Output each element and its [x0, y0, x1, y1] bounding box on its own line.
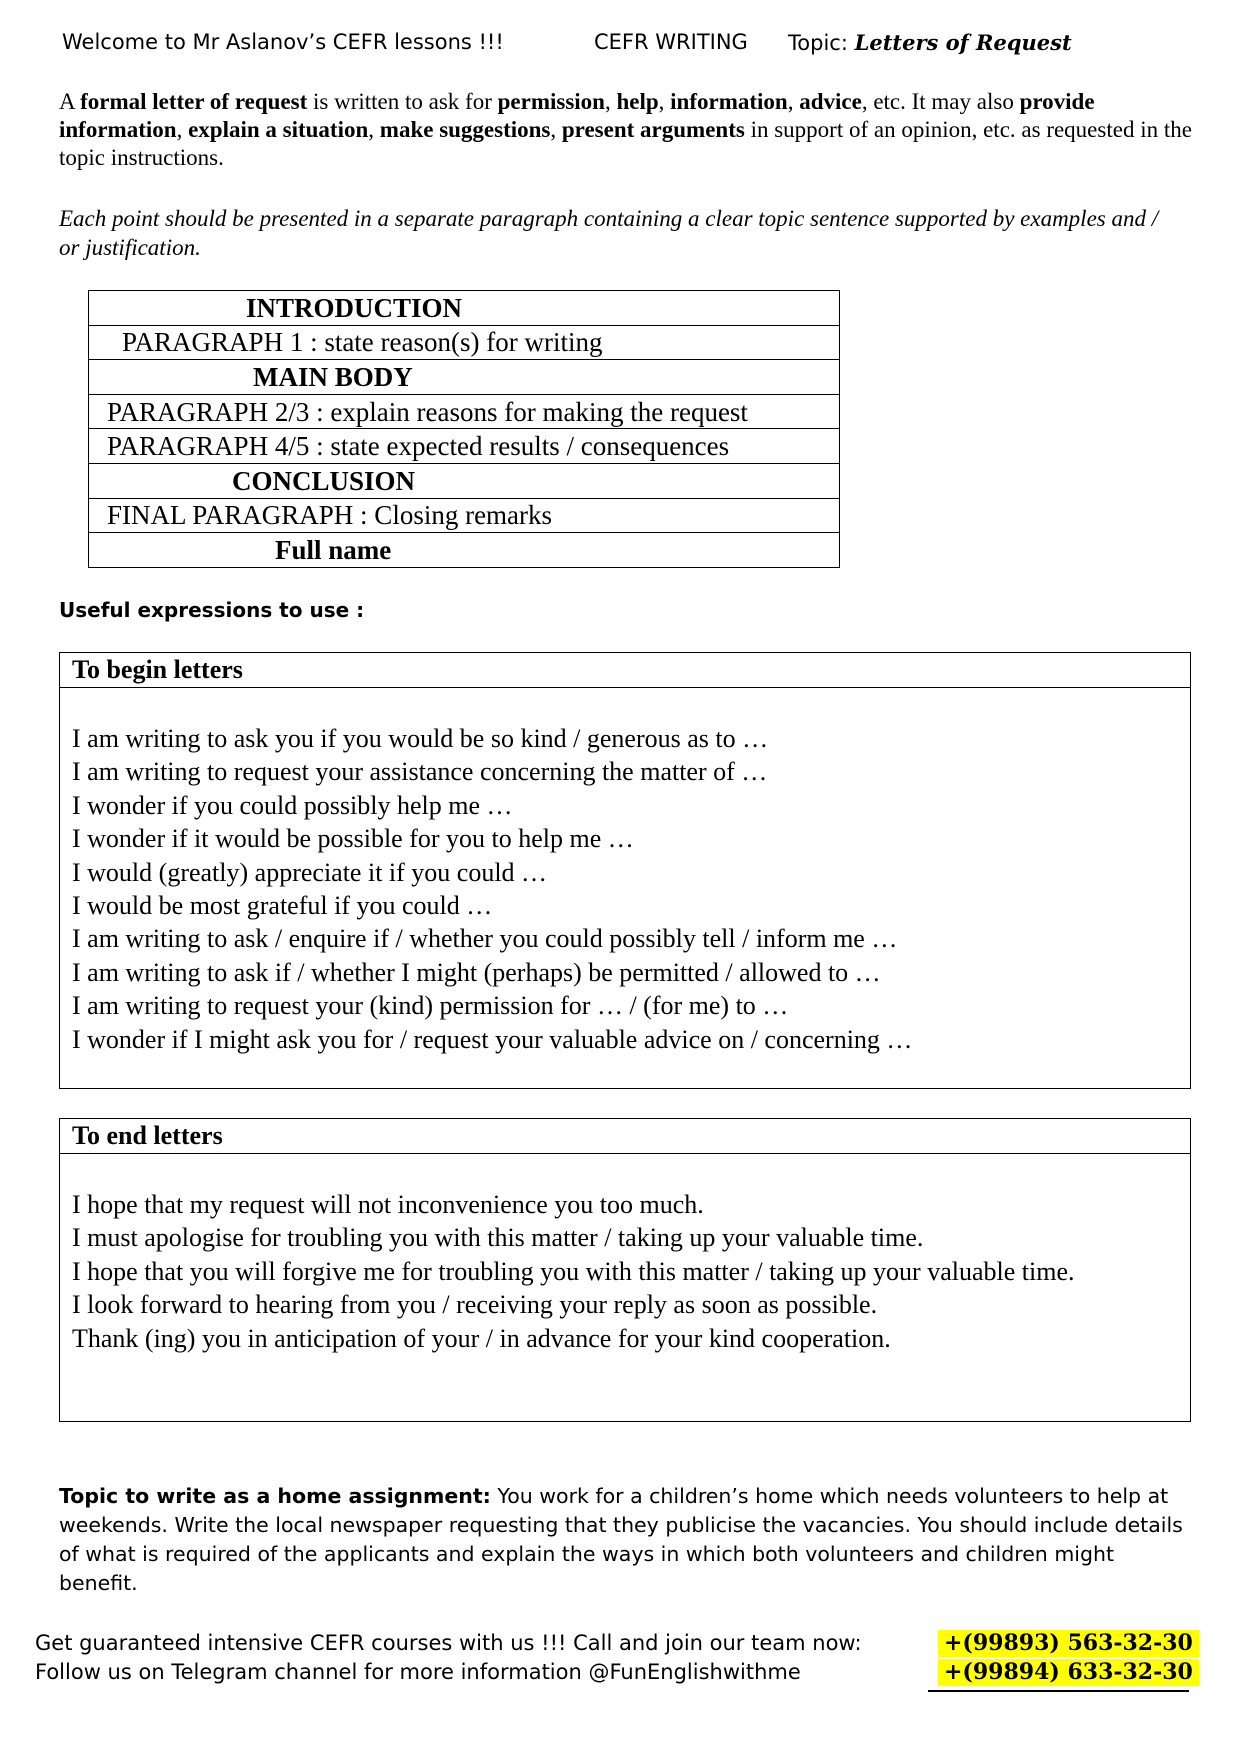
- list-item: I must apologise for troubling you with this matter / taking up your valuable time.: [72, 1223, 924, 1253]
- intro-bold: formal letter of request: [80, 89, 308, 114]
- cefr-writing-label: CEFR WRITING: [594, 30, 748, 54]
- end-letters-box: [59, 1118, 1191, 1422]
- paragraph-note: Each point should be presented in a separate paragraph containing a clear topic sentence supported by examples and / or justification.: [59, 206, 1159, 260]
- begin-letters-title: To begin letters: [60, 653, 1190, 688]
- intro-text: ,: [787, 89, 800, 114]
- list-item: I wonder if I might ask you for / request your valuable advice on / concerning …: [72, 1024, 913, 1054]
- intro-text: ,: [604, 89, 617, 114]
- intro-bold: advice: [799, 89, 862, 114]
- intro-bold: information: [670, 89, 788, 114]
- structure-row-final-paragraph: FINAL PARAGRAPH : Closing remarks: [89, 498, 840, 533]
- list-item: Thank (ing) you in anticipation of your / in advance for your kind cooperation.: [72, 1323, 891, 1353]
- footer-line-1: [35, 1629, 1193, 1658]
- footer-telegram-text: Follow us on Telegram channel for more information @FunEnglishwithme: [35, 1660, 801, 1684]
- list-item: I wonder if you could possibly help me …: [72, 790, 513, 820]
- phone-number-1: +(99893) 563-32-30: [938, 1630, 1199, 1657]
- list-item: I am writing to ask / enquire if / whether you could possibly tell / inform me …: [72, 924, 898, 954]
- intro-text: in support of an opinion, etc. as requested in the topic instructions.: [59, 117, 1192, 170]
- intro-bold: present arguments: [561, 117, 745, 142]
- page-header: [62, 30, 1182, 64]
- list-item: I am writing to request your (kind) permission for … / (for me) to …: [72, 991, 789, 1021]
- list-item: I hope that my request will not inconvenience you too much.: [72, 1190, 704, 1219]
- intro-text: ,: [176, 117, 189, 142]
- structure-row-paragraph-1: PARAGRAPH 1 : state reason(s) for writing: [89, 325, 840, 360]
- useful-expressions-heading: Useful expressions to use :: [59, 598, 365, 622]
- footer-courses-text: Get guaranteed intensive CEFR courses with us !!! Call and join our team now:: [35, 1631, 862, 1655]
- list-item: I look forward to hearing from you / receiving your reply as soon as possible.: [72, 1290, 878, 1320]
- intro-bold: permission: [497, 89, 605, 114]
- list-item: I would (greatly) appreciate it if you could …: [72, 857, 548, 887]
- structure-heading-conclusion: CONCLUSION: [89, 463, 840, 498]
- assignment-label: Topic to write as a home assignment:: [59, 1484, 491, 1508]
- welcome-text: Welcome to Mr Aslanov’s CEFR lessons !!!: [62, 30, 504, 54]
- end-letters-list: [60, 1154, 1190, 1355]
- begin-letters-box: [59, 652, 1191, 1089]
- intro-text: ,: [658, 89, 671, 114]
- intro-text: ,: [550, 117, 562, 142]
- list-item: I would be most grateful if you could …: [72, 891, 493, 921]
- list-item: I am writing to request your assistance concerning the matter of …: [72, 757, 768, 787]
- structure-row-paragraph-4-5: PARAGRAPH 4/5 : state expected results / consequences: [89, 429, 840, 464]
- intro-text: ,: [368, 117, 380, 142]
- topic-label: Topic:: [788, 31, 855, 55]
- intro-bold: help: [616, 89, 659, 114]
- begin-letters-list: [60, 688, 1190, 1056]
- structure-heading-introduction: INTRODUCTION: [89, 291, 840, 326]
- intro-text: , etc. It may also: [861, 89, 1020, 114]
- intro-text: is written to ask for: [307, 89, 498, 114]
- list-item: I am writing to ask if / whether I might (perhaps) be permitted / allowed to …: [72, 957, 881, 987]
- assignment-text: You work for a children’s home which needs volunteers to help at weekends. Write the local newspaper requesting that they publicise the vacancies. You should include details of what is required of the applicants and explain the ways in which both volunteers and children might benefit.: [59, 1484, 1183, 1595]
- list-item: I hope that you will forgive me for troubling you with this matter / taking up your valuable time.: [72, 1256, 1075, 1286]
- footer-underline: [928, 1690, 1189, 1692]
- structure-row-paragraph-2-3: PARAGRAPH 2/3 : explain reasons for making the request: [89, 394, 840, 429]
- footer-line-2: [35, 1658, 1193, 1687]
- home-assignment: [59, 1482, 1189, 1598]
- topic-heading: [788, 30, 1072, 55]
- structure-row-full-name: Full name: [89, 533, 840, 568]
- page-footer: [35, 1629, 1193, 1687]
- end-letters-title: To end letters: [60, 1119, 1190, 1154]
- intro-bold: explain a situation: [188, 117, 369, 142]
- intro-text: A: [59, 89, 81, 114]
- list-item: I am writing to ask you if you would be so kind / generous as to …: [72, 724, 769, 753]
- intro-bold: make suggestions: [379, 117, 551, 142]
- topic-title: Letters of Request: [854, 30, 1072, 55]
- intro-bold: provide information: [59, 89, 1095, 142]
- list-item: I wonder if it would be possible for you to help me …: [72, 824, 634, 854]
- letter-structure-table: [88, 290, 840, 568]
- structure-heading-main-body: MAIN BODY: [89, 360, 840, 395]
- intro-paragraph: [59, 88, 1199, 172]
- phone-number-2: +(99894) 633-32-30: [938, 1659, 1199, 1686]
